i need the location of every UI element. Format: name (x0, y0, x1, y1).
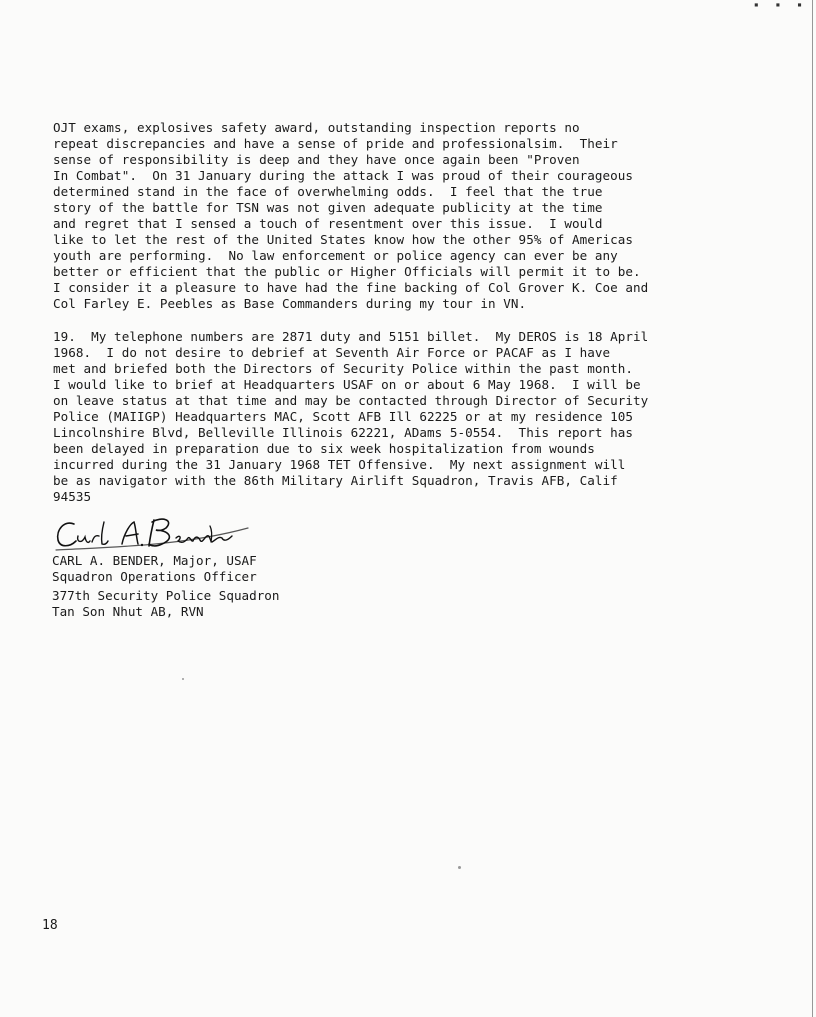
text-line: story of the battle for TSN was not given adequate publicity at the time (53, 200, 603, 215)
handwritten-signature (52, 514, 252, 554)
text-line: determined stand in the face of overwhelming odds. I feel that the true (53, 184, 603, 199)
text-line: 94535 (53, 489, 92, 504)
text-line: incurred during the 31 January 1968 TET Offensive. My next assignment will (53, 457, 626, 472)
signatory-location: Tan Son Nhut AB, RVN (52, 604, 204, 619)
text-line: and regret that I sensed a touch of resentment over this issue. I would (53, 216, 603, 231)
scan-speck (182, 678, 184, 680)
text-line: OJT exams, explosives safety award, outstanding inspection reports no (53, 120, 580, 135)
text-line: In Combat". On 31 January during the attack I was proud of their courageous (53, 168, 634, 183)
text-line: 1968. I do not desire to debrief at Seventh Air Force or PACAF as I have (53, 345, 611, 360)
text-line: like to let the rest of the United States know how the other 95% of Americas (53, 232, 634, 247)
signatory-title: Squadron Operations Officer (52, 569, 257, 584)
text-line: I would like to brief at Headquarters USAF on or about 6 May 1968. I will be (53, 377, 641, 392)
text-line: 19. My telephone numbers are 2871 duty and 5151 billet. My DEROS is 18 April (53, 329, 649, 344)
text-line: repeat discrepancies and have a sense of pride and professionalsim. Their (53, 136, 618, 151)
text-line: Police (MAIIGP) Headquarters MAC, Scott AFB Ill 62225 or at my residence 105 (53, 409, 634, 424)
text-line: better or efficient that the public or Higher Officials will permit it to be. (53, 264, 641, 279)
scan-corner-marks: ▪ ▪ ▪ (753, 0, 808, 9)
text-line: met and briefed both the Directors of Security Police within the past month. (53, 361, 634, 376)
page-edge-line (812, 0, 813, 1017)
text-line: I consider it a pleasure to have had the fine backing of Col Grover K. Coe and (53, 280, 649, 295)
text-line: be as navigator with the 86th Military Airlift Squadron, Travis AFB, Calif (53, 473, 618, 488)
text-line: been delayed in preparation due to six week hospitalization from wounds (53, 441, 595, 456)
signatory-name: CARL A. BENDER, Major, USAF (52, 553, 257, 568)
text-line: youth are performing. No law enforcement or police agency can ever be any (53, 248, 618, 263)
text-line: Lincolnshire Blvd, Belleville Illinois 62221, ADams 5-0554. This report has (53, 425, 634, 440)
signatory-unit: 377th Security Police Squadron (52, 588, 280, 603)
text-line: on leave status at that time and may be contacted through Director of Security (53, 393, 649, 408)
scan-speck (458, 866, 461, 869)
page-number: 18 (42, 918, 58, 933)
text-line: Col Farley E. Peebles as Base Commanders during my tour in VN. (53, 296, 527, 311)
text-line: sense of responsibility is deep and they have once again been "Proven (53, 152, 580, 167)
